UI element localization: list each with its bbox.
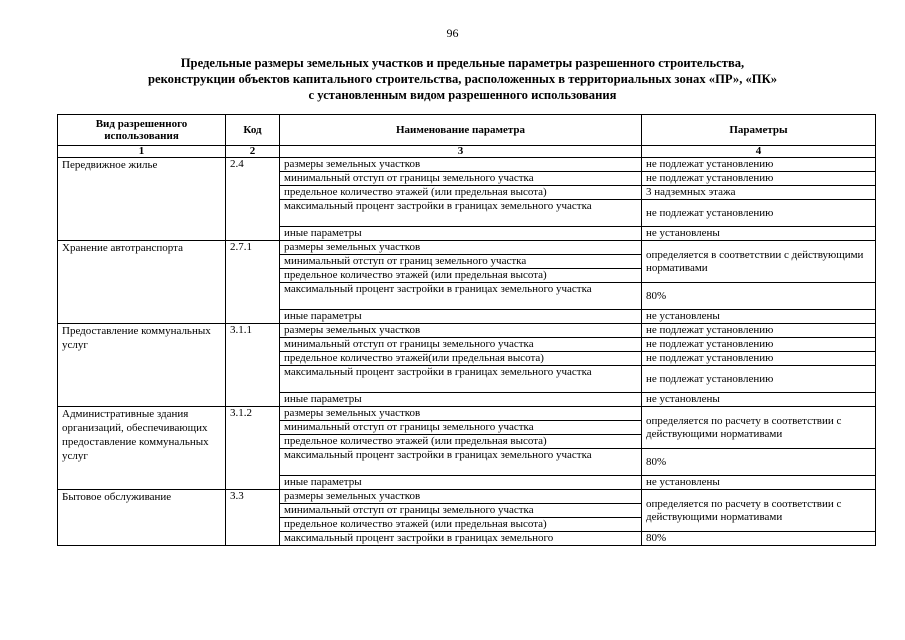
parameter-name-cell: максимальный процент застройки в границах земельного участка — [280, 366, 642, 393]
title-line-3: с установленным видом разрешенного использования — [308, 88, 617, 102]
code-cell: 2.4 — [226, 158, 280, 241]
parameters-table — [57, 114, 876, 546]
parameter-value-cell: не подлежат установлению — [642, 324, 876, 338]
usage-type-cell: Передвижное жилье — [58, 158, 226, 241]
column-number-row — [58, 146, 876, 158]
header-parameter-name: Наименование параметра — [280, 115, 642, 146]
parameter-name-cell: размеры земельных участков — [280, 407, 642, 421]
parameter-value-cell: не подлежат установлению — [642, 366, 876, 393]
parameter-value-cell: 80% — [642, 283, 876, 310]
title-line-1: Предельные размеры земельных участков и предельные параметры разрешенного строительства, — [180, 56, 745, 70]
parameter-value-cell: не установлены — [642, 393, 876, 407]
table-header-row — [58, 115, 876, 146]
code-cell: 3.3 — [226, 490, 280, 546]
table-row — [58, 407, 876, 421]
parameter-name-cell: минимальный отступ от границы земельного участка — [280, 421, 642, 435]
parameter-name-cell: предельное количество этажей (или предельная высота) — [280, 269, 642, 283]
parameter-name-cell: иные параметры — [280, 476, 642, 490]
parameter-name-cell: иные параметры — [280, 393, 642, 407]
parameter-name-cell: минимальный отступ от границы земельного участка — [280, 172, 642, 186]
parameter-name-cell: минимальный отступ от границы земельного участка — [280, 338, 642, 352]
parameter-name-cell: размеры земельных участков — [280, 324, 642, 338]
usage-type-cell: Предоставление коммунальных услуг — [58, 324, 226, 407]
parameter-name-cell: максимальный процент застройки в границах земельного — [280, 532, 642, 546]
parameter-name-cell: предельное количество этажей (или предельная высота) — [280, 518, 642, 532]
document-title — [60, 55, 865, 103]
parameter-name-cell: предельное количество этажей(или предельная высота) — [280, 352, 642, 366]
code-cell: 3.1.2 — [226, 407, 280, 490]
usage-type-cell: Бытовое обслуживание — [58, 490, 226, 546]
parameter-value-cell: 3 надземных этажа — [642, 186, 876, 200]
merged-value-cell: определяется по расчету в соответствии с действующими нормативами — [642, 407, 876, 449]
page-number: 96 — [446, 26, 459, 40]
merged-value-cell: определяется по расчету в соответствии с действующими нормативами — [642, 490, 876, 532]
parameter-value-cell: не установлены — [642, 476, 876, 490]
column-number: 3 — [280, 146, 642, 158]
header-parameters: Параметры — [642, 115, 876, 146]
column-number: 1 — [58, 146, 226, 158]
parameter-value-cell: не подлежат установлению — [642, 172, 876, 186]
table-row — [58, 241, 876, 255]
parameter-name-cell: размеры земельных участков — [280, 490, 642, 504]
parameter-value-cell: не установлены — [642, 310, 876, 324]
parameter-value-cell: 80% — [642, 449, 876, 476]
header-usage-type: Вид разрешенного использования — [58, 115, 226, 146]
code-cell: 2.7.1 — [226, 241, 280, 324]
parameter-name-cell: иные параметры — [280, 227, 642, 241]
parameter-value-cell: не установлены — [642, 227, 876, 241]
parameter-name-cell: размеры земельных участков — [280, 241, 642, 255]
merged-value-cell: определяется в соответствии с действующими нормативами — [642, 241, 876, 283]
parameter-value-cell: не подлежат установлению — [642, 352, 876, 366]
parameter-name-cell: предельное количество этажей (или предельная высота) — [280, 435, 642, 449]
parameter-name-cell: минимальный отступ от границ земельного участка — [280, 255, 642, 269]
parameter-name-cell: иные параметры — [280, 310, 642, 324]
parameter-name-cell: минимальный отступ от границы земельного участка — [280, 504, 642, 518]
table-row — [58, 158, 876, 172]
parameter-name-cell: предельное количество этажей (или предельная высота) — [280, 186, 642, 200]
parameter-name-cell: размеры земельных участков — [280, 158, 642, 172]
parameter-name-cell: максимальный процент застройки в границах земельного участка — [280, 449, 642, 476]
column-number: 2 — [226, 146, 280, 158]
parameter-value-cell: 80% — [642, 532, 876, 546]
column-number: 4 — [642, 146, 876, 158]
parameter-name-cell: максимальный процент застройки в границах земельного участка — [280, 200, 642, 227]
parameter-value-cell: не подлежат установлению — [642, 158, 876, 172]
table-row — [58, 324, 876, 338]
code-cell: 3.1.1 — [226, 324, 280, 407]
usage-type-cell: Административные здания организаций, обеспечивающих предоставление коммунальных услуг — [58, 407, 226, 490]
usage-type-cell: Хранение автотранспорта — [58, 241, 226, 324]
header-code: Код — [226, 115, 280, 146]
parameter-value-cell: не подлежат установлению — [642, 200, 876, 227]
parameter-name-cell: максимальный процент застройки в границах земельного участка — [280, 283, 642, 310]
table-row — [58, 490, 876, 504]
title-line-2: реконструкции объектов капитального строительства, расположенных в территориальных зонах «ПР», «ПК» — [147, 72, 778, 86]
parameter-value-cell: не подлежат установлению — [642, 338, 876, 352]
